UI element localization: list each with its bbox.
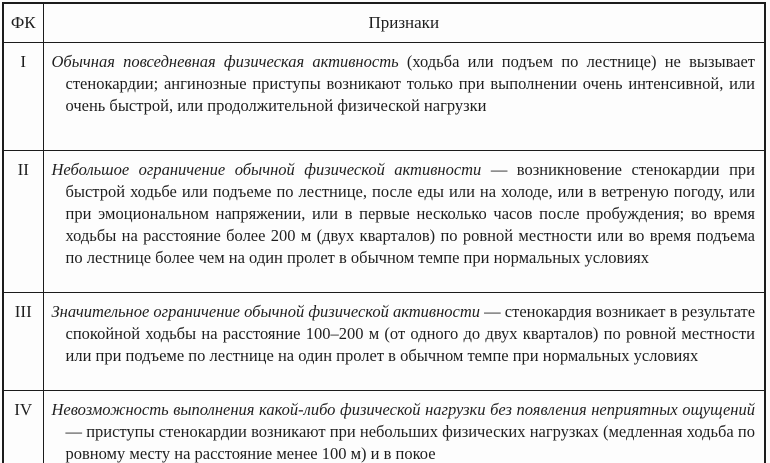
description-body: — приступы стенокардии возникают при небольших физических нагрузках (медленная ходьба по ровному месту на расстояние менее 100 м) и в покое <box>65 422 755 463</box>
description-body: (ходьба или подъем по лестнице) не вызывает стенокардии; ангинозные приступы возникают только при выполнении очень интенсивной, или очень быстрой, или продолжительной физической нагрузки <box>65 52 755 115</box>
fc-class-description-cell <box>43 151 765 293</box>
description-body: — возникновение стенокардии при быстрой ходьбе или подъеме по лестнице, после еды или на холоде, или в ветреную погоду, или при эмоциональном напряжении, или в первые несколько часов после пробуждения; во время ходьбы на расстояние более 200 м (двух кварталов) по ровной местности или во время подъема по лестнице более чем на один пролет в обычном темпе при нормальных условиях <box>65 160 756 267</box>
fc-class-description <box>52 301 756 367</box>
col-header-fk: ФК <box>3 3 43 43</box>
header-row <box>3 3 765 43</box>
description-lead-italic: Значительное ограничение обычной физической активности <box>51 302 481 321</box>
fc-class-description <box>52 159 756 269</box>
description-lead-italic: Невозможность выполнения какой-либо физической нагрузки без появления неприятных ощущений <box>51 400 755 419</box>
table-row-class-2 <box>3 151 765 293</box>
functional-class-table <box>2 2 766 463</box>
fc-class-description-cell <box>43 391 765 463</box>
fc-class-numeral: IV <box>3 391 43 463</box>
table-row-class-3 <box>3 293 765 391</box>
fc-class-numeral: III <box>3 293 43 391</box>
fc-class-numeral: II <box>3 151 43 293</box>
fc-class-description-cell <box>43 293 765 391</box>
table-row-class-1 <box>3 43 765 151</box>
description-lead-italic: Небольшое ограничение обычной физической активности <box>51 160 482 179</box>
description-body: — стенокардия возникает в результате спокойной ходьбы на расстояние 100–200 м (от одного до двух кварталов) по ровной местности или при подъеме по лестнице на один пролет в обычном темпе при нормальных условиях <box>65 302 756 365</box>
fc-class-description <box>52 399 756 463</box>
fc-class-numeral: I <box>3 43 43 151</box>
table-row-class-4 <box>3 391 765 463</box>
col-header-priznaki: Признаки <box>43 3 765 43</box>
fc-class-description <box>52 51 756 117</box>
description-lead-italic: Обычная повседневная физическая активность <box>51 52 399 71</box>
fc-class-description-cell <box>43 43 765 151</box>
